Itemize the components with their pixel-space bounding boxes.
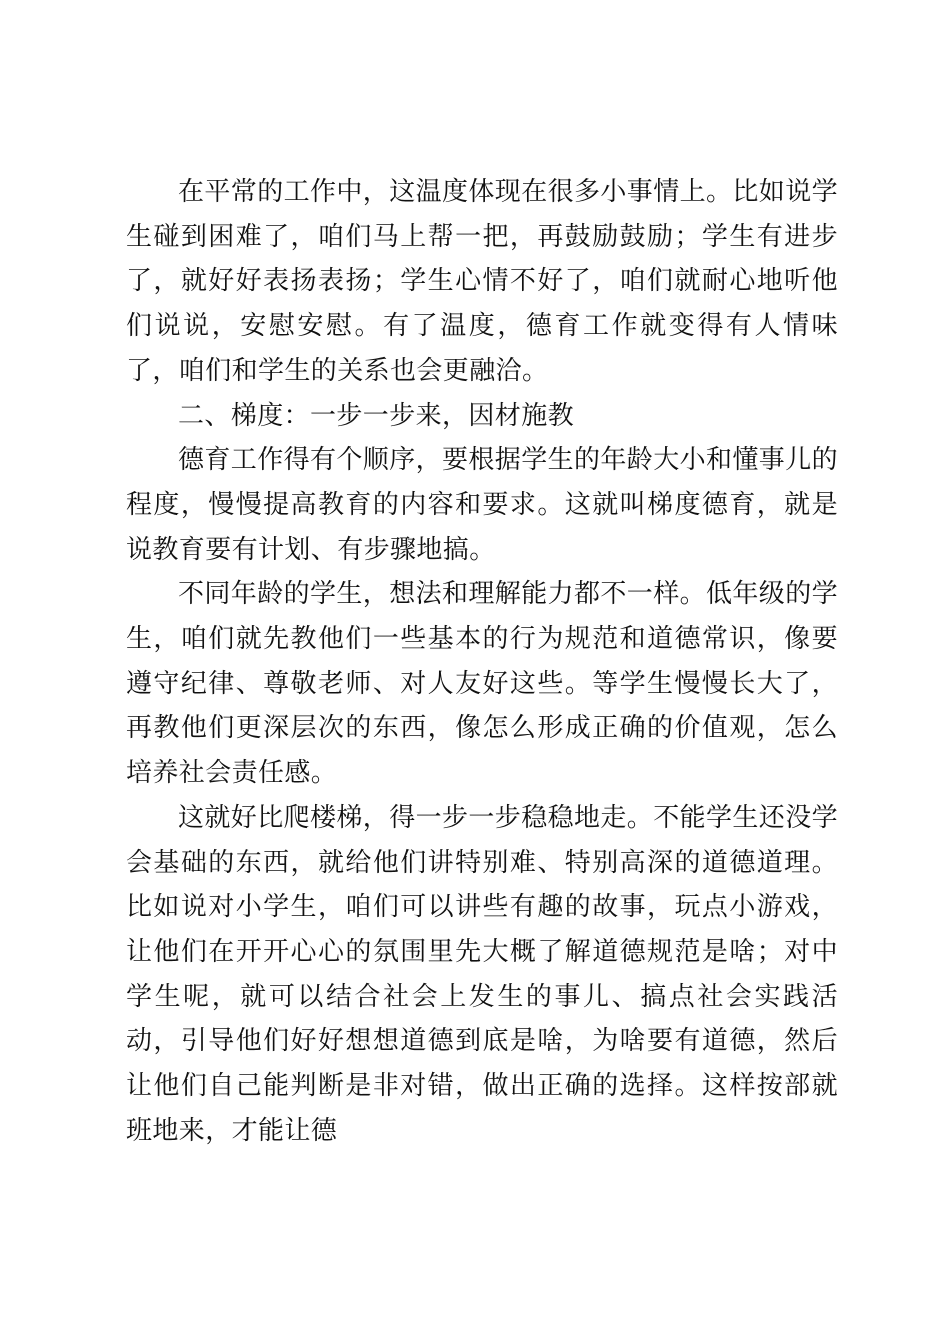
section-heading-gradient: 二、梯度：一步一步来，因材施教 (178, 400, 575, 431)
paragraph-stair-analogy: 这就好比爬楼梯，得一步一步稳稳地走。不能学生还没学会基础的东西，就给他们讲特别难、特别高深的道德道理。比如说对小学生，咱们可以讲些有趣的故事，玩点小游戏，让他们在开开心心的氛围里先大概了解道德规范是啥；对中学生呢，就可以结合社会上发生的事儿、搞点社会实践活动，引导他们好好想想道德到底是啥，为啥要有道德，然后让他们自己能判断是非对错，做出正确的选择。这样按部就班地来，才能让德 (126, 802, 839, 1146)
paragraph-warmth-examples: 在平常的工作中，这温度体现在很多小事情上。比如说学生碰到困难了，咱们马上帮一把，再鼓励鼓励；学生有进步了，就好好表扬表扬；学生心情不好了，咱们就耐心地听他们说说，安慰安慰。有了温度，德育工作就变得有人情味了，咱们和学生的关系也会更融洽。 (126, 177, 839, 386)
paragraph-age-differences: 不同年龄的学生，想法和理解能力都不一样。低年级的学生，咱们就先教他们一些基本的行为规范和道德常识，像要遵守纪律、尊敬老师、对人友好这些。等学生慢慢长大了，再教他们更深层次的东西，像怎么形成正确的价值观，怎么培养社会责任感。 (126, 579, 839, 789)
paragraph-gradient-intro: 德育工作得有个顺序，要根据学生的年龄大小和懂事儿的程度，慢慢提高教育的内容和要求。这就叫梯度德育，就是说教育要有计划、有步骤地搞。 (126, 445, 839, 565)
document-body (126, 170, 838, 1153)
